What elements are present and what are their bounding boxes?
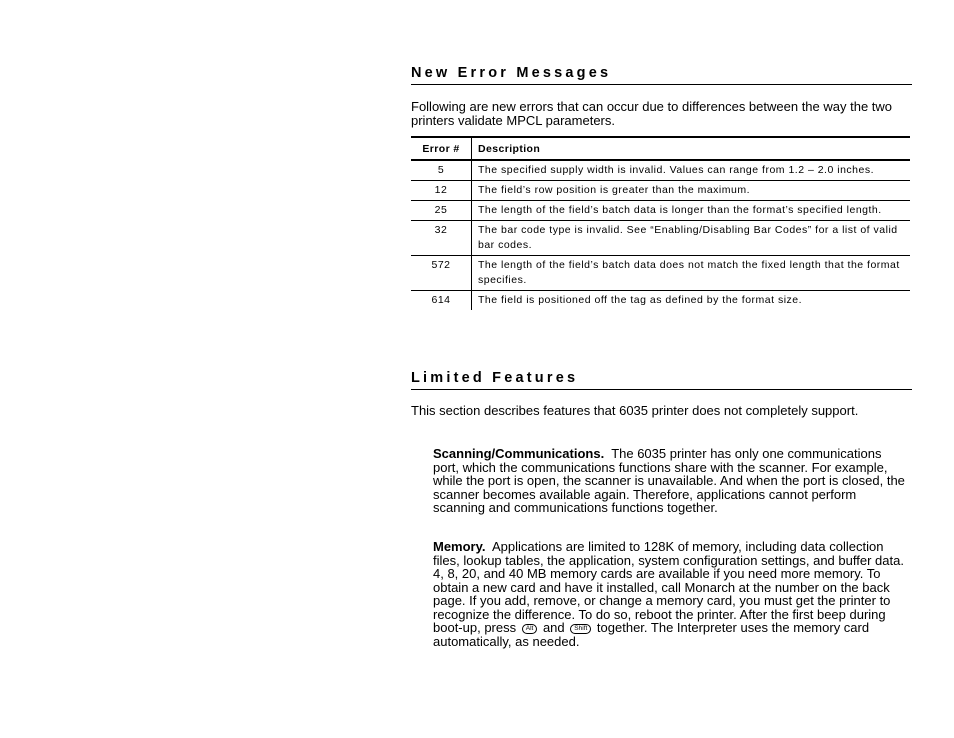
- memory-text: Applications are limited to 128K of memory, including data collection files, lookup tables, the application, system configuration settings, and buffer data. 4, 8, 20, and 40 MB memory cards are available if you need more memory. To obtain a new card and have it installed, call Monarch at the number on the back page. If you add, remove, or change a memory card, you must get the printer to recognize the difference. To do so, reboot the printer. After the first beep during boot-up, press: [433, 539, 904, 635]
- error-number-cell: 5: [411, 160, 472, 181]
- section-intro-paragraph: This section describes features that 6035 printer does not completely support.: [411, 403, 859, 418]
- error-table: [411, 136, 910, 310]
- error-number-cell: 25: [411, 201, 472, 221]
- error-number-cell: 572: [411, 256, 472, 291]
- error-description-cell: The field is positioned off the tag as defined by the format size.: [478, 294, 803, 306]
- column-header-description: Description: [472, 137, 911, 160]
- table-row: [411, 201, 910, 221]
- memory-paragraph: [433, 540, 911, 648]
- table-row: [411, 181, 910, 201]
- error-description-cell: The bar code type is invalid. See “Enabling/Disabling Bar Codes” for a list of valid bar codes.: [472, 221, 911, 256]
- shift-key-icon: Shift: [570, 624, 591, 634]
- error-description-cell: The length of the field’s batch data does not match the fixed length that the format specifies.: [472, 256, 911, 291]
- table-header-row: [411, 137, 910, 160]
- scanning-text: The 6035 printer has only one communications port, which the communications functions share with the scanner. For example, while the port is open, the scanner is unavailable. And when the port is closed, the scanner becomes available again. Therefore, applications cannot perform scanning and communications functions together.: [433, 446, 905, 515]
- alt-key-icon: Alt: [522, 624, 538, 634]
- scanning-heading: Scanning/Communications.: [433, 446, 605, 461]
- section-title-new-error-messages: New Error Messages: [411, 65, 912, 85]
- table-row: [411, 221, 910, 256]
- table-row: [411, 160, 910, 181]
- scanning-communications-paragraph: [433, 447, 911, 515]
- memory-heading: Memory.: [433, 539, 486, 554]
- error-description-cell: The field’s row position is greater than the maximum.: [472, 181, 911, 201]
- table-row: [411, 256, 910, 291]
- section-title-limited-features: Limited Features: [411, 370, 912, 390]
- column-header-error-number: Error #: [411, 137, 472, 160]
- error-number-cell: 614: [411, 291, 472, 311]
- error-description-cell: The specified supply width is invalid. Values can range from 1.2 – 2.0 inches.: [472, 160, 911, 181]
- error-description-cell: The length of the field’s batch data is longer than the format’s specified length.: [472, 201, 911, 221]
- error-number-cell: 32: [411, 221, 472, 256]
- memory-joiner: and: [542, 620, 565, 635]
- memory-text-end: together. The Interpreter uses the memory card automatically, as needed.: [433, 620, 870, 649]
- error-number-cell: 12: [411, 181, 472, 201]
- table-row: [411, 291, 910, 311]
- section-intro-paragraph: Following are new errors that can occur due to differences between the way the two printers validate MPCL parameters.: [411, 99, 893, 128]
